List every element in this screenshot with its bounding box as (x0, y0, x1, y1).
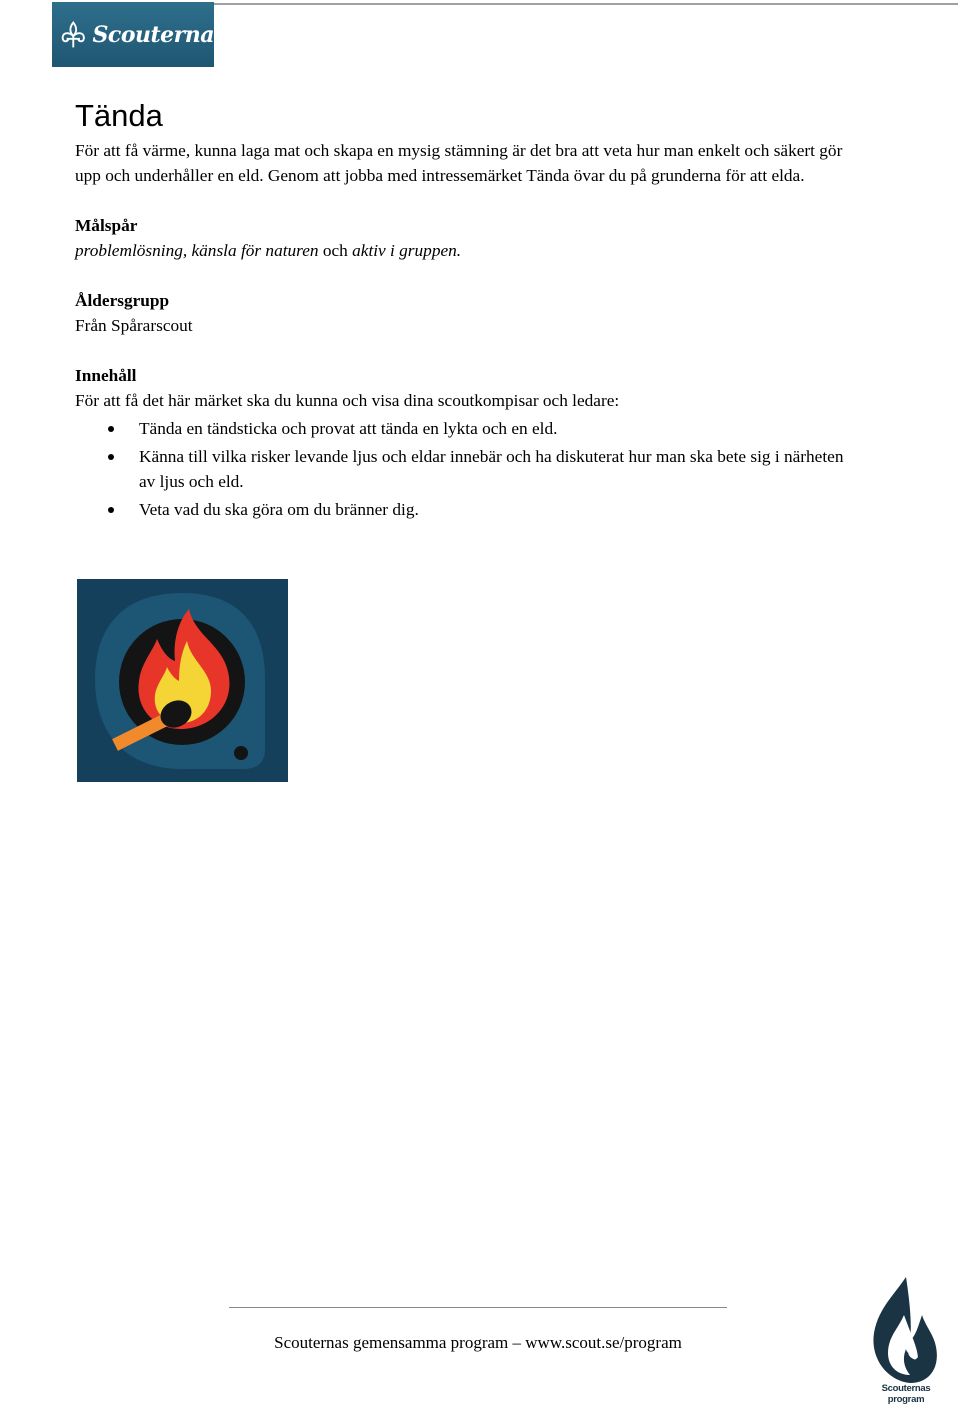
innehall-lead: För att få det här märket ska du kunna och visa dina scoutkompisar och ledare: (75, 391, 620, 410)
malspar-separator: , (182, 241, 192, 260)
scouternas-program-label: Scouternas program (881, 1383, 931, 1405)
aldersgrupp-heading: Åldersgrupp (75, 291, 170, 310)
scouternas-program-flame-icon (864, 1275, 946, 1397)
list-item: Tända en tändsticka och provat att tända en lykta och en eld. (75, 416, 845, 441)
malspar-separator: och (318, 241, 353, 260)
malspar-item: aktiv i gruppen. (352, 241, 462, 260)
intro-paragraph: För att få värme, kunna laga mat och skapa en mysig stämning är det bra att veta hur man enkelt och säkert gör upp och underhåller en eld. Genom att jobba med intressemärket Tända övar du på grunderna för att elda. (75, 141, 843, 185)
malspar-item: problemlösning (75, 241, 183, 260)
tanda-badge-image (77, 579, 288, 782)
malspar-text (75, 238, 845, 263)
footer-text: Scouternas gemensamma program – www.scout.se/program (274, 1333, 682, 1352)
malspar-heading: Målspår (75, 216, 138, 235)
list-item: Känna till vilka risker levande ljus och eldar innebär och ha diskuterat hur man ska bete sig i närheten av ljus och eld. (75, 444, 845, 494)
header-rule (214, 3, 958, 5)
document-body (75, 98, 845, 522)
footer-rule (229, 1307, 727, 1308)
aldersgrupp-text: Från Spårarscout (75, 316, 193, 335)
fleur-de-lis-icon (58, 19, 89, 51)
page-title: Tända (75, 98, 163, 133)
innehall-heading: Innehåll (75, 366, 137, 385)
requirements-list (75, 416, 845, 522)
logo-text: Scouterna (92, 21, 214, 48)
list-item: Veta vad du ska göra om du bränner dig. (75, 497, 845, 522)
malspar-item: känsla för naturen (191, 241, 319, 260)
scouterna-logo (52, 2, 214, 67)
